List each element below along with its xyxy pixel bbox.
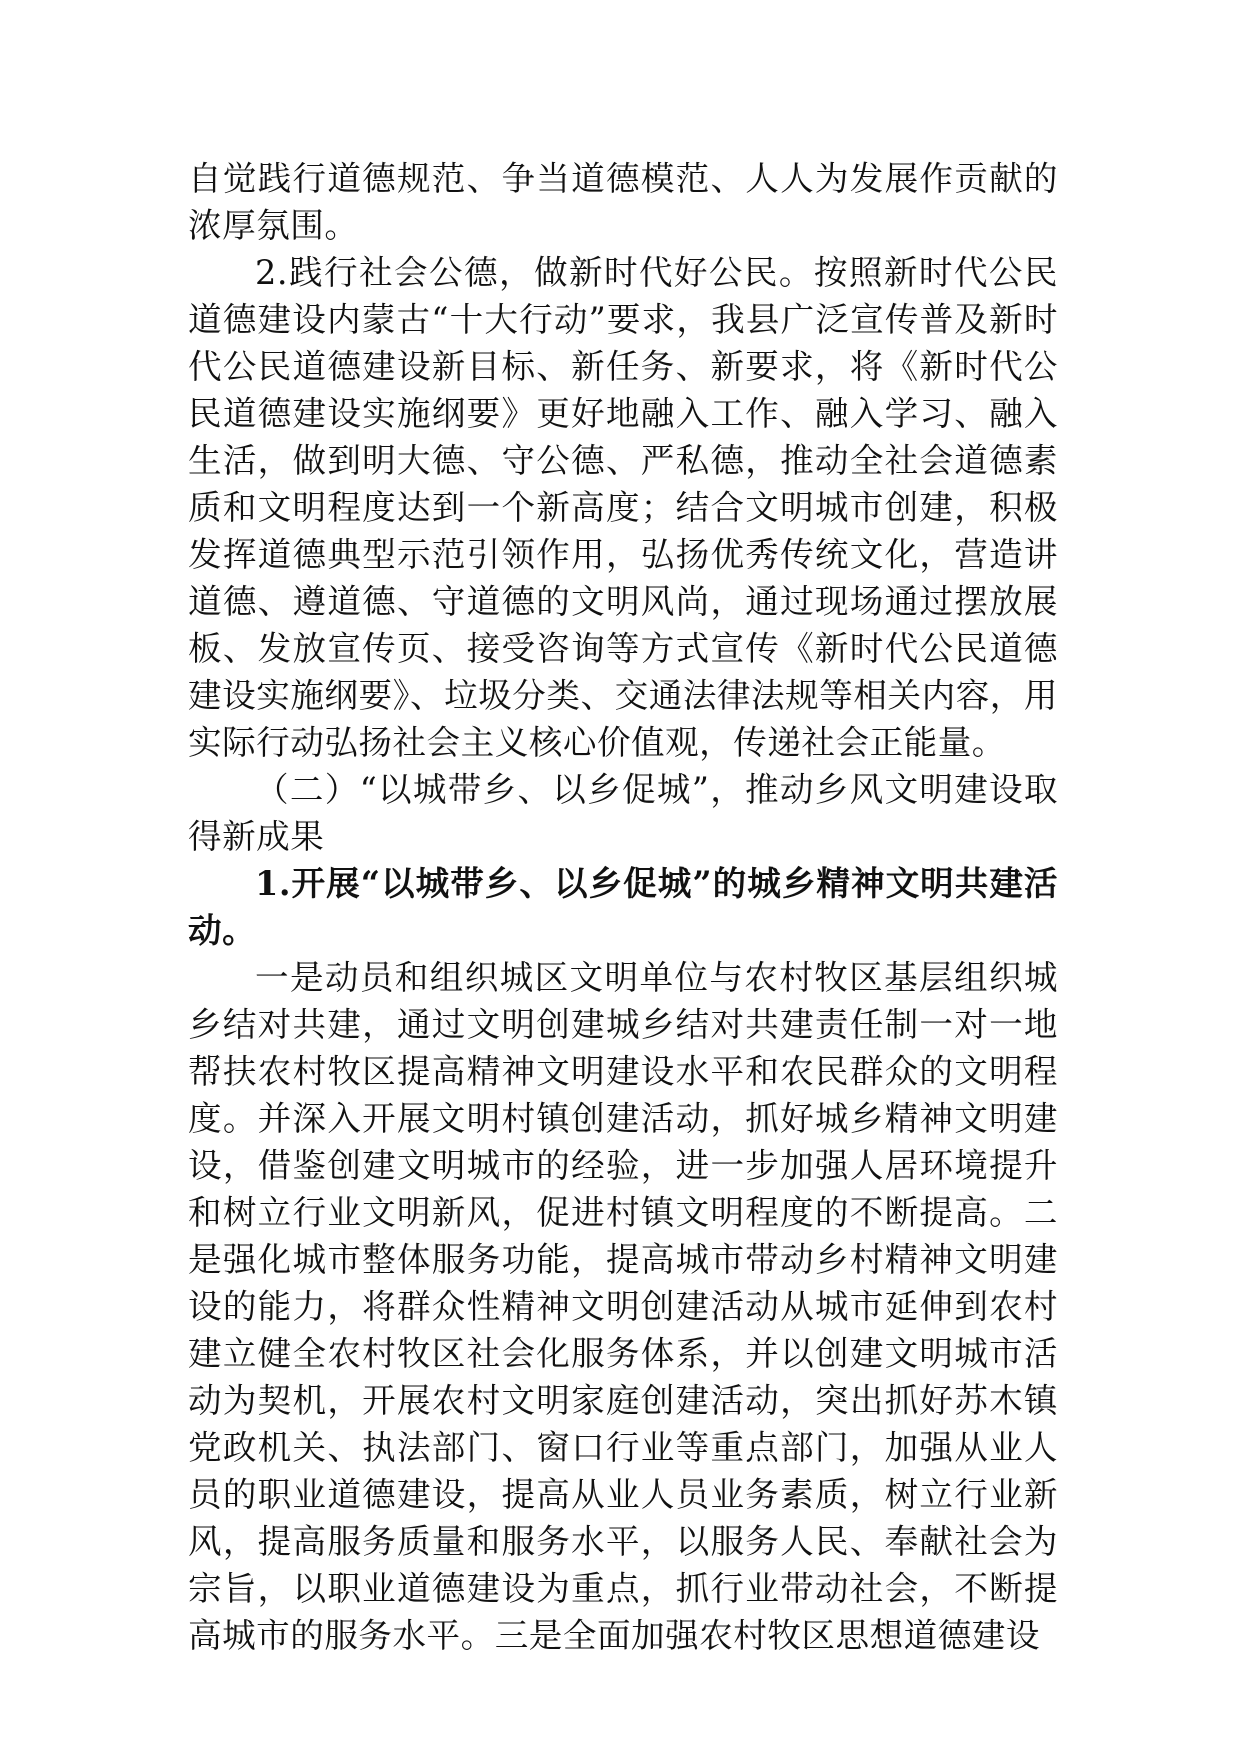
paragraph-continuation: 自觉践行道德规范、争当道德模范、人人为发展作贡献的浓厚氛围。 (188, 159, 1058, 245)
item-1-heading: 1.开展“以城带乡、以乡促城”的城乡精神文明共建活动。 (188, 863, 1058, 950)
paragraph-item-1-body: 一是动员和组织城区文明单位与农村牧区基层组织城乡结对共建，通过文明创建城乡结对共建责任制一对一地帮扶农村牧区提高精神文明建设水平和农民群众的文明程度。并深入开展文明村镇创建活动，抓好城乡精神文明建设，借鉴创建文明城市的经验，进一步加强人居环境提升和树立行业文明新风，促进村镇文明程度的不断提高。二是强化城市整体服务功能，提高城市带动乡村精神文明建设的能力，将群众性精神文明创建活动从城市延伸到农村建立健全农村牧区社会化服务体系，并以创建文明城市活动为契机，开展农村文明家庭创建活动，突出抓好苏木镇党政机关、执法部门、窗口行业等重点部门，加强从业人员的职业道德建设，提高从业人员业务素质，树立行业新风，提高服务质量和服务水平，以服务人民、奉献社会为宗旨，以职业道德建设为重点，抓行业带动社会，不断提高城市的服务水平。三是全面加强农村牧区思想道德建设 (188, 958, 1058, 1655)
section-heading-2: （二）“以城带乡、以乡促城”，推动乡风文明建设取得新成果 (188, 770, 1058, 856)
document-body (188, 155, 1058, 1659)
paragraph-item-2: 2.践行社会公德，做新时代好公民。按照新时代公民道德建设内蒙古“十大行动”要求，我县广泛宣传普及新时代公民道德建设新目标、新任务、新要求，将《新时代公民道德建设实施纲要》更好地融入工作、融入学习、融入生活，做到明大德、守公德、严私德，推动全社会道德素质和文明程度达到一个新高度；结合文明城市创建，积极发挥道德典型示范引领作用，弘扬优秀传统文化，营造讲道德、遵道德、守道德的文明风尚，通过现场通过摆放展板、发放宣传页、接受咨询等方式宣传《新时代公民道德建设实施纲要》、垃圾分类、交通法律法规等相关内容，用实际行动弘扬社会主义核心价值观，传递社会正能量。 (188, 253, 1058, 762)
